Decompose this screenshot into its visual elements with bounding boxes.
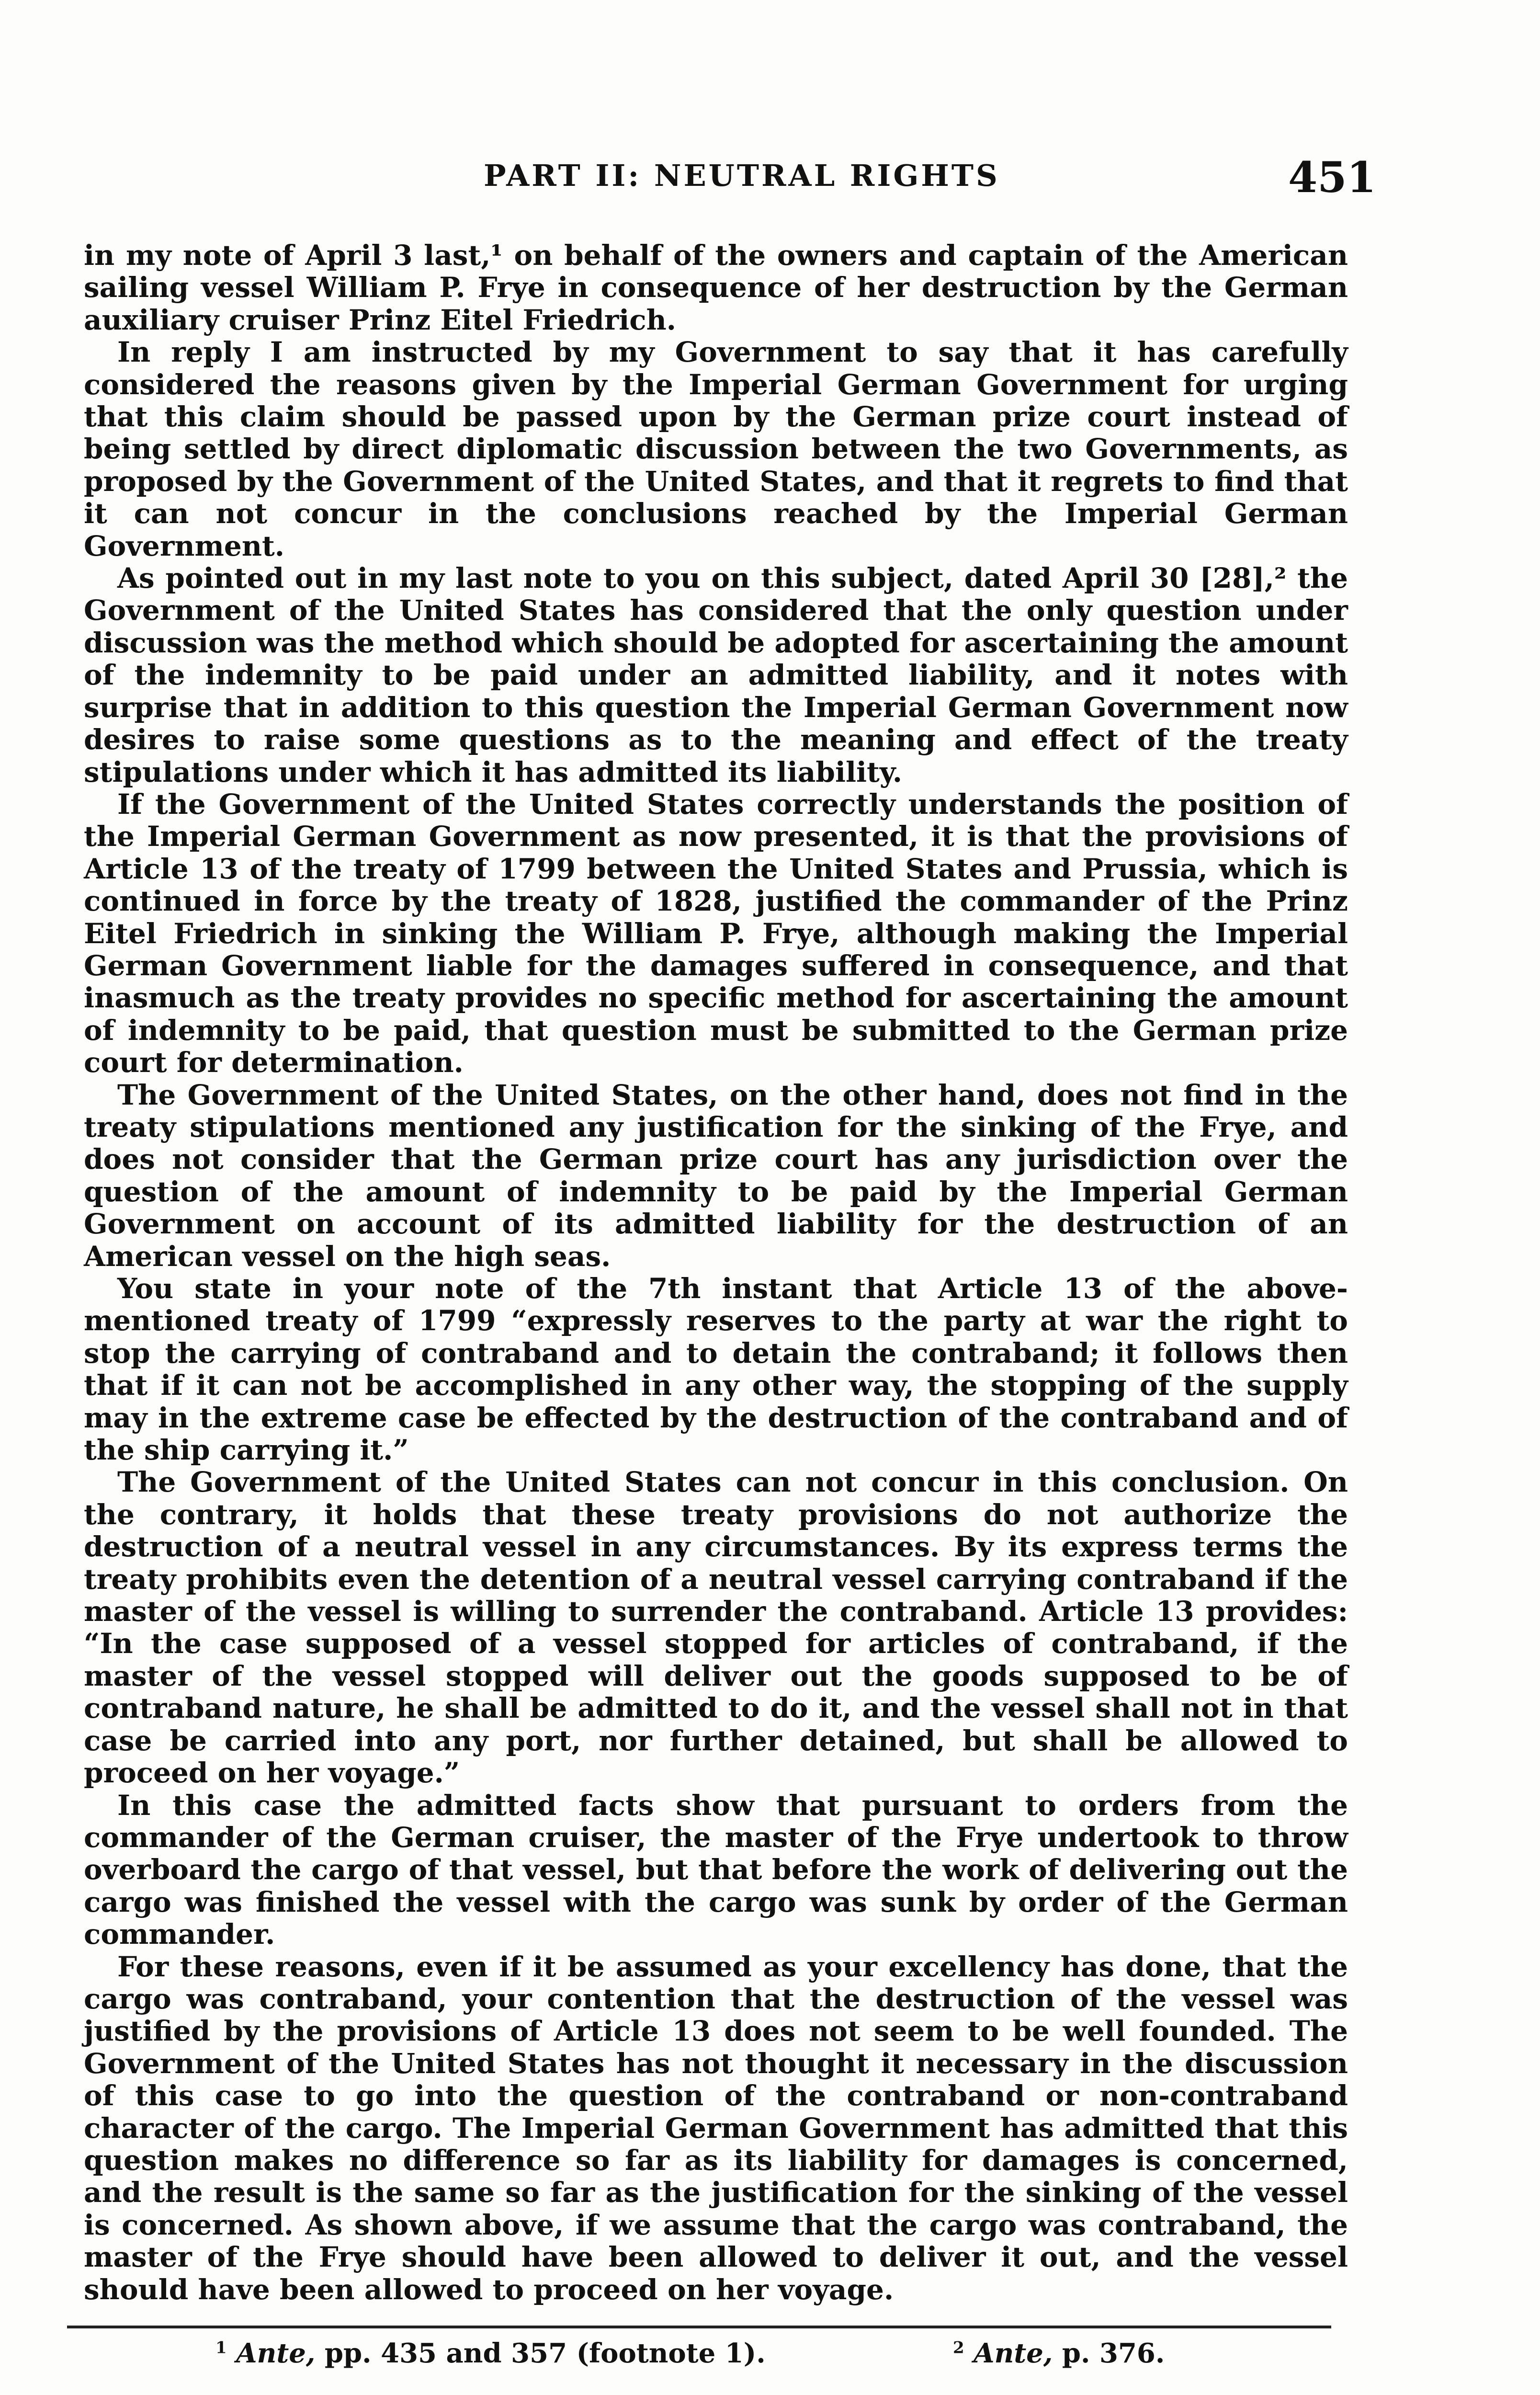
footnote-ante: Ante, [974,2338,1053,2369]
paragraph: For these reasons, even if it be assumed as your excellency has done, that the cargo was contraband, your contention that the destruction of the vessel was justified by the provisions of Article 13 does not seem to be well founded. The Government of the United States has not thought it necessary in the discussion of this case to go into the question of the contraband or non-contraband character of the cargo. The Imperial German Government has admitted that this question makes no difference so far as its liability for damages is concerned, and the result is the same so far as the justification for the sinking of the vessel is concerned. As shown above, if we assume that the cargo was contraband, the master of the Frye should have been allowed to deliver it out, and the vessel should have been allowed to proceed on her voyage. [84,1950,1348,2306]
page-number: 451 [1288,152,1376,202]
footnote-marker: 2 [953,2338,964,2358]
footnote-text: pp. 435 and 357 (footnote 1). [315,2338,766,2369]
paragraph: In reply I am instructed by my Government to say that it has carefully considered the reasons given by the Imperial German Government for urging that this claim should be passed upon by the German prize court instead of being settled by direct diplomatic discussion between the two Governments, as proposed by the Government of the United States, and that it regrets to find that it can not concur in the conclusions reached by the Imperial German Government. [84,336,1348,562]
footnote-text: p. 376. [1053,2338,1165,2369]
paragraph: The Government of the United States, on the other hand, does not find in the treaty stipulations mentioned any justification for the sinking of the Frye, and does not consider that the German prize court has any jurisdiction over the question of the amount of indemnity to be paid by the Imperial German Government on account of its admitted liability for the destruction of an American vessel on the high seas. [84,1078,1348,1273]
body-text [84,240,1348,2306]
paragraph: The Government of the United States can not concur in this conclusion. On the contrary, it holds that these treaty provisions do not authorize the destruction of a neutral vessel in any circumstances. By its express terms the treaty prohibits even the detention of a neutral vessel carrying contraband if the master of the vessel is willing to surrender the contraband. Article 13 provides: “In the case supposed of a vessel stopped for articles of contraband, if the master of the vessel stopped will deliver out the goods supposed to be of contraband nature, he shall be admitted to do it, and the vessel shall not in that case be carried into any port, nor further detained, but shall be allowed to proceed on her voyage.” [84,1466,1348,1790]
paragraph: You state in your note of the 7th instant that Article 13 of the above-mentioned treaty of 1799 “expressly reserves to the party at war the right to stop the carrying of contraband and to detain the contraband; it follows then that if it can not be accomplished in any other way, the stopping of the supply may in the extreme case be effected by the destruction of the contraband and of the ship carrying it.” [84,1272,1348,1467]
footnote-divider [67,2326,1331,2328]
paragraph: in my note of April 3 last,¹ on behalf of the owners and captain of the American sailing vessel William P. Frye in consequence of her destruction by the German auxiliary cruiser Prinz Eitel Friedrich. [84,239,1348,336]
running-title: PART II: NEUTRAL RIGHTS [484,158,1000,193]
footnote-ante: Ante, [236,2338,316,2369]
paragraph: If the Government of the United States correctly understands the position of the Imperial German Government as now presented, it is that the provisions of Article 13 of the treaty of 1799 between the United States and Prussia, which is continued in force by the treaty of 1828, justified the commander of the Prinz Eitel Friedrich in sinking the William P. Frye, although making the Imperial German Government liable for the damages suffered in consequence, and that inasmuch as the treaty provides no specific method for ascertaining the amount of indemnity to be paid, that question must be submitted to the German prize court for determination. [84,787,1348,1079]
footnote-marker: 1 [215,2338,227,2358]
footnote-1 [215,2338,766,2369]
footnote-2 [953,2338,1165,2369]
paragraph: In this case the admitted facts show that pursuant to orders from the commander of the German cruiser, the master of the Frye undertook to throw overboard the cargo of that vessel, but that before the work of delivering out the cargo was finished the vessel with the cargo was sunk by order of the German commander. [84,1789,1348,1951]
paragraph: As pointed out in my last note to you on this subject, dated April 30 [28],² the Government of the United States has considered that the only question under discussion was the method which should be adopted for ascertaining the amount of the indemnity to be paid under an admitted liability, and it notes with surprise that in addition to this question the Imperial German Government now desires to raise some questions as to the meaning and effect of the treaty stipulations under which it has admitted its liability. [84,562,1348,788]
running-header [0,152,1540,206]
